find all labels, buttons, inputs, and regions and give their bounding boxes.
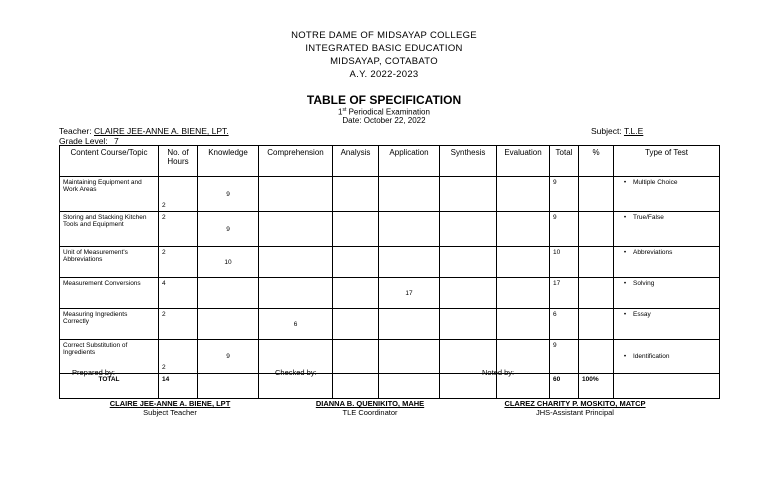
- total-empty-cell: [259, 374, 333, 399]
- cell-evaluation: [497, 309, 550, 340]
- cell-comprehension: [259, 247, 333, 278]
- bullet-icon: •: [623, 249, 627, 256]
- cell-hours: 2: [159, 247, 198, 278]
- cell-application: [379, 177, 440, 212]
- cell-total: 9: [550, 212, 579, 247]
- cell-percent: [579, 340, 614, 374]
- subject-label: Subject:: [591, 126, 622, 136]
- prepared-role: Subject Teacher: [143, 408, 197, 417]
- table-row: [60, 340, 720, 374]
- prepared-by-label: Prepared by:: [72, 368, 115, 377]
- test-type-label: Identification: [633, 353, 670, 360]
- cell-evaluation: [497, 177, 550, 212]
- bullet-icon: •: [623, 353, 627, 360]
- cell-topic: Measurement Conversions: [60, 278, 159, 309]
- total-empty-cell: [440, 374, 497, 399]
- cell-total: 9: [550, 340, 579, 374]
- exam-date: Date: October 22, 2022: [342, 116, 426, 125]
- total-empty-cell: [333, 374, 379, 399]
- cell-test-type: [614, 177, 720, 212]
- test-type-label: True/False: [633, 214, 664, 221]
- total-empty-cell: [379, 374, 440, 399]
- column-header: %: [579, 146, 614, 177]
- cell-application: [379, 309, 440, 340]
- cell-synthesis: [440, 212, 497, 247]
- prepared-name: CLAIRE JEE-ANNE A. BIENE, LPT: [109, 399, 231, 408]
- test-type-label: Abbreviations: [633, 249, 673, 256]
- teacher-name: CLAIRE JEE-ANNE A. BIENE, LPT.: [93, 126, 229, 136]
- table-row: [60, 309, 720, 340]
- cell-synthesis: [440, 309, 497, 340]
- subject-value: T.L.E: [623, 126, 644, 136]
- cell-hours: 2: [159, 212, 198, 247]
- column-header: No. of Hours: [159, 146, 198, 177]
- cell-percent: [579, 247, 614, 278]
- cell-comprehension: [259, 278, 333, 309]
- document-title: TABLE OF SPECIFICATION: [306, 93, 462, 107]
- table-row: [60, 247, 720, 278]
- cell-total: 17: [550, 278, 579, 309]
- cell-hours: 4: [159, 278, 198, 309]
- subject-line: [591, 126, 643, 136]
- test-type-label: Multiple Choice: [633, 179, 678, 186]
- total-empty-cell: [198, 374, 259, 399]
- cell-evaluation: [497, 278, 550, 309]
- column-header: Application: [379, 146, 440, 177]
- checked-by-label: Checked by:: [275, 368, 317, 377]
- cell-synthesis: [440, 177, 497, 212]
- cell-knowledge: [198, 278, 259, 309]
- cell-analysis: [333, 177, 379, 212]
- cell-topic: Measuring Ingredients Correctly: [60, 309, 159, 340]
- noted-by-label: Noted by:: [482, 368, 515, 377]
- column-header: Analysis: [333, 146, 379, 177]
- cell-comprehension: [259, 177, 333, 212]
- cell-topic: Correct Substitution of Ingredients: [60, 340, 159, 374]
- column-header: Type of Test: [614, 146, 720, 177]
- checked-signature: [290, 399, 450, 417]
- cell-application: [379, 340, 440, 374]
- cell-analysis: [333, 247, 379, 278]
- cell-knowledge: 9: [198, 212, 259, 247]
- cell-total: 10: [550, 247, 579, 278]
- bullet-icon: •: [623, 214, 627, 221]
- cell-analysis: [333, 278, 379, 309]
- column-header: Content Course/Topic: [60, 146, 159, 177]
- table-row: [60, 177, 720, 212]
- test-type-label: Solving: [633, 280, 655, 287]
- total-empty-cell: [497, 374, 550, 399]
- cell-hours: 2: [159, 309, 198, 340]
- cell-synthesis: [440, 278, 497, 309]
- cell-test-type: [614, 309, 720, 340]
- cell-application: [379, 247, 440, 278]
- noted-signature: [480, 399, 670, 417]
- cell-knowledge: [198, 309, 259, 340]
- cell-knowledge: 9: [198, 340, 259, 374]
- cell-comprehension: [259, 212, 333, 247]
- noted-name: CLAREZ CHARITY P. MOSKITO, MATCP: [504, 399, 646, 408]
- teacher-label: Teacher:: [59, 126, 92, 136]
- cell-total: 6: [550, 309, 579, 340]
- cell-synthesis: [440, 247, 497, 278]
- column-header: Synthesis: [440, 146, 497, 177]
- cell-evaluation: [497, 247, 550, 278]
- table-row: [60, 278, 720, 309]
- cell-percent: [579, 278, 614, 309]
- column-header: Evaluation: [497, 146, 550, 177]
- checked-role: TLE Coordinator: [342, 408, 398, 417]
- cell-topic: Maintaining Equipment and Work Areas: [60, 177, 159, 212]
- column-header: Total: [550, 146, 579, 177]
- prepared-signature: [90, 399, 250, 417]
- total-total: 60: [550, 374, 579, 399]
- total-hours: 14: [159, 374, 198, 399]
- cell-topic: Unit of Measurement's Abbreviations: [60, 247, 159, 278]
- column-header: Comprehension: [259, 146, 333, 177]
- grade-value: 7: [114, 136, 119, 146]
- total-percent: 100%: [579, 374, 614, 399]
- cell-analysis: [333, 309, 379, 340]
- total-row: [60, 374, 720, 399]
- noted-role: JHS-Assistant Principal: [536, 408, 614, 417]
- bullet-icon: •: [623, 280, 627, 287]
- school-name: NOTRE DAME OF MIDSAYAP COLLEGE: [291, 30, 477, 41]
- cell-percent: [579, 177, 614, 212]
- cell-evaluation: [497, 212, 550, 247]
- cell-test-type: [614, 340, 720, 374]
- cell-hours: 2: [159, 177, 198, 212]
- cell-test-type: [614, 212, 720, 247]
- table-row: [60, 212, 720, 247]
- cell-knowledge: 10: [198, 247, 259, 278]
- school-location: MIDSAYAP, COTABATO: [330, 56, 438, 67]
- grade-label: Grade Level:: [59, 136, 108, 146]
- academic-year: A.Y. 2022-2023: [349, 69, 419, 80]
- total-label: TOTAL: [60, 374, 159, 399]
- cell-total: 9: [550, 177, 579, 212]
- bullet-icon: •: [623, 311, 627, 318]
- cell-percent: [579, 212, 614, 247]
- total-empty-cell: [614, 374, 720, 399]
- cell-application: [379, 212, 440, 247]
- exam-name: 1st Periodical Examination: [338, 107, 430, 117]
- cell-test-type: [614, 278, 720, 309]
- department-name: INTEGRATED BASIC EDUCATION: [305, 43, 463, 54]
- cell-test-type: [614, 247, 720, 278]
- cell-analysis: [333, 212, 379, 247]
- teacher-line: [59, 126, 229, 136]
- bullet-icon: •: [623, 179, 627, 186]
- specification-table: [59, 145, 720, 399]
- cell-analysis: [333, 340, 379, 374]
- test-type-label: Essay: [633, 311, 651, 318]
- cell-hours: 2: [159, 340, 198, 374]
- checked-name: DIANNA B. QUENIKITO, MAHE: [315, 399, 425, 408]
- cell-application: 17: [379, 278, 440, 309]
- cell-percent: [579, 309, 614, 340]
- cell-knowledge: 9: [198, 177, 259, 212]
- table-header-row: [60, 146, 720, 177]
- cell-comprehension: 6: [259, 309, 333, 340]
- column-header: Knowledge: [198, 146, 259, 177]
- cell-topic: Storing and Stacking Kitchen Tools and Equipment: [60, 212, 159, 247]
